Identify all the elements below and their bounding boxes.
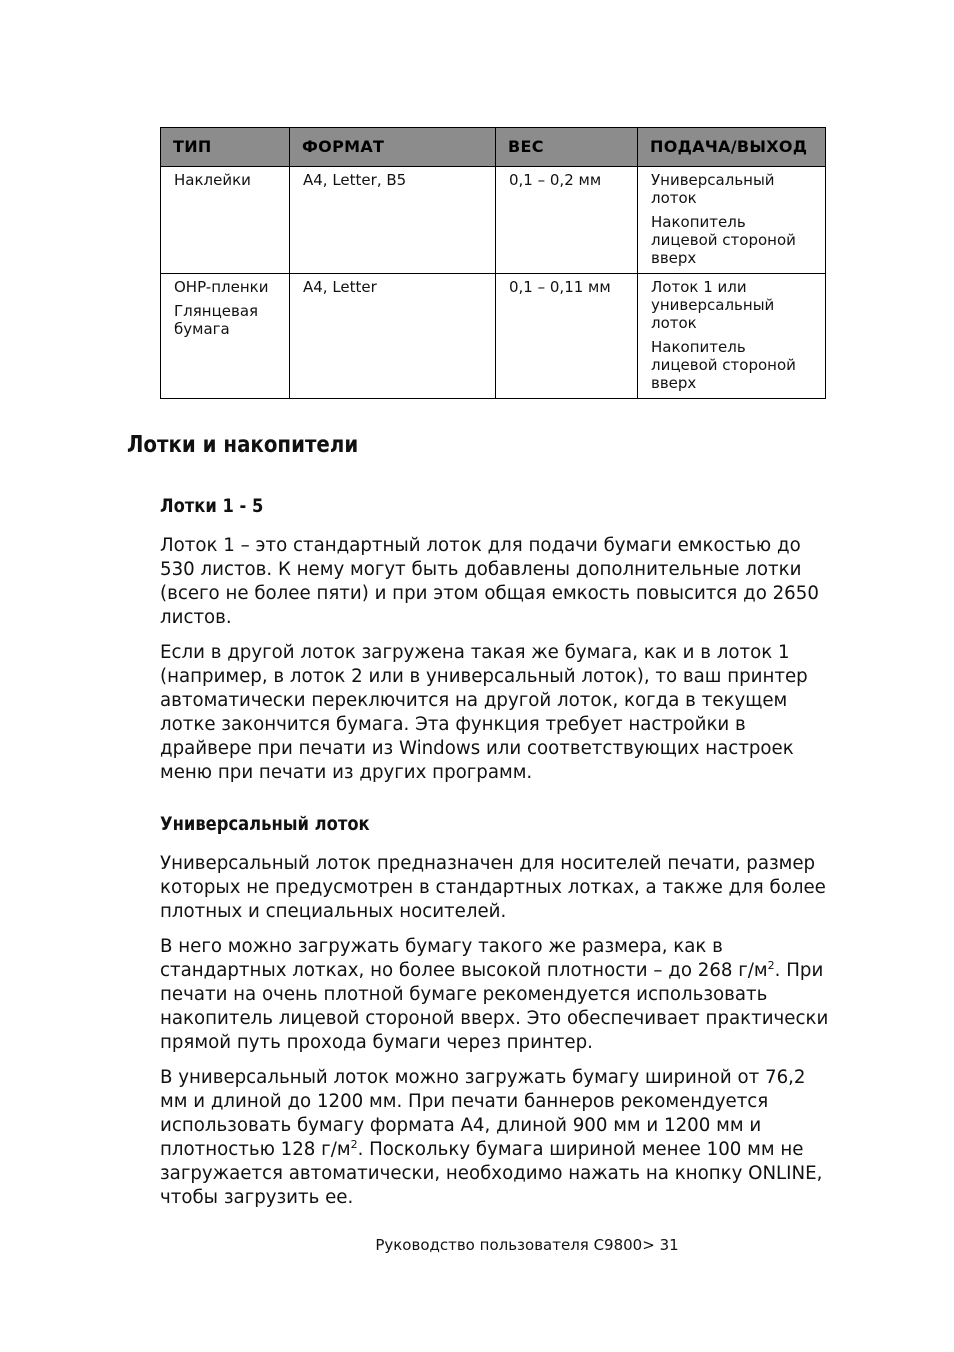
- subsection-title-universal-tray: Универсальный лоток: [160, 813, 370, 835]
- cell-type: [161, 274, 290, 399]
- table-row: [161, 274, 826, 399]
- cell-feed: [638, 274, 826, 399]
- paragraph: Лоток 1 – это стандартный лоток для подачи бумаги емкостью до 530 листов. К нему могут быть добавлены дополнительные лотки (всего не более пяти) и при этом общая емкость повысится до 2650 листов.: [160, 535, 819, 628]
- cell-text: Лоток 1 или универсальный лоток: [651, 278, 775, 332]
- media-table: [160, 127, 826, 399]
- cell-text: Глянцевая бумага: [174, 302, 259, 338]
- page-footer: [0, 1236, 954, 1254]
- cell-format: A4, Letter: [290, 274, 496, 399]
- paragraph-text: В него можно загружать бумагу такого же размера, как в стандартных лотках, но более высокой плотности – до 268 г/м: [160, 936, 768, 981]
- cell-text: Накопитель лицевой стороной вверх: [651, 213, 796, 267]
- paragraph: [160, 1066, 832, 1210]
- page-number: 31: [659, 1236, 679, 1254]
- paragraph-text: . При печати на очень плотной бумаге рекомендуется использовать накопитель лицевой стороной вверх. Это обеспечивает практически прямой путь прохода бумаги через принтер.: [160, 960, 829, 1053]
- header-format: ФОРМАТ: [290, 128, 496, 167]
- superscript: 2: [350, 1137, 358, 1151]
- paragraph-text: В универсальный лоток можно загружать бумагу шириной от 76,2 мм и длиной до 1200 мм. При печати баннеров рекомендуется использовать бумагу формата A4, длиной 900 мм и 1200 мм и плотностью 128 г/м: [160, 1067, 806, 1160]
- cell-feed: [638, 167, 826, 274]
- subsection-title-trays: Лотки 1 - 5: [160, 495, 264, 517]
- paragraph-text: . Поскольку бумага шириной менее 100 мм не загружается автоматически, необходимо нажать на кнопку ONLINE, чтобы загрузить ее.: [160, 1139, 823, 1208]
- paragraph: Универсальный лоток предназначен для носителей печати, размер которых не предусмотрен в стандартных лотках, а также для более плотных и специальных носителей.: [160, 853, 826, 922]
- header-type: ТИП: [161, 128, 290, 167]
- section-title: Лотки и накопители: [127, 432, 359, 458]
- cell-text: Наклейки: [174, 171, 251, 189]
- cell-text: OHP-пленки: [174, 278, 269, 296]
- paragraph: Если в другой лоток загружена такая же бумага, как и в лоток 1 (например, в лоток 2 или в универсальный лоток), то ваш принтер автоматически переключится на другой лоток, когда в текущем лотке закончится бумага. Эта функция требует настройки в драйвере при печати из Windows или соответствующих настроек меню при печати из других программ.: [160, 642, 808, 783]
- cell-type: [161, 167, 290, 274]
- paragraph: [160, 935, 832, 1055]
- table-header-row: [161, 128, 826, 167]
- cell-weight: 0,1 – 0,11 мм: [496, 274, 638, 399]
- footer-text: Руководство пользователя C9800>: [375, 1236, 655, 1254]
- header-feed: ПОДАЧА/ВЫХОД: [638, 128, 826, 167]
- cell-format: A4, Letter, B5: [290, 167, 496, 274]
- cell-text: Универсальный лоток: [651, 171, 775, 207]
- cell-weight: 0,1 – 0,2 мм: [496, 167, 638, 274]
- header-weight: ВЕС: [496, 128, 638, 167]
- table-row: [161, 167, 826, 274]
- cell-text: Накопитель лицевой стороной вверх: [651, 338, 796, 392]
- superscript: 2: [767, 958, 775, 972]
